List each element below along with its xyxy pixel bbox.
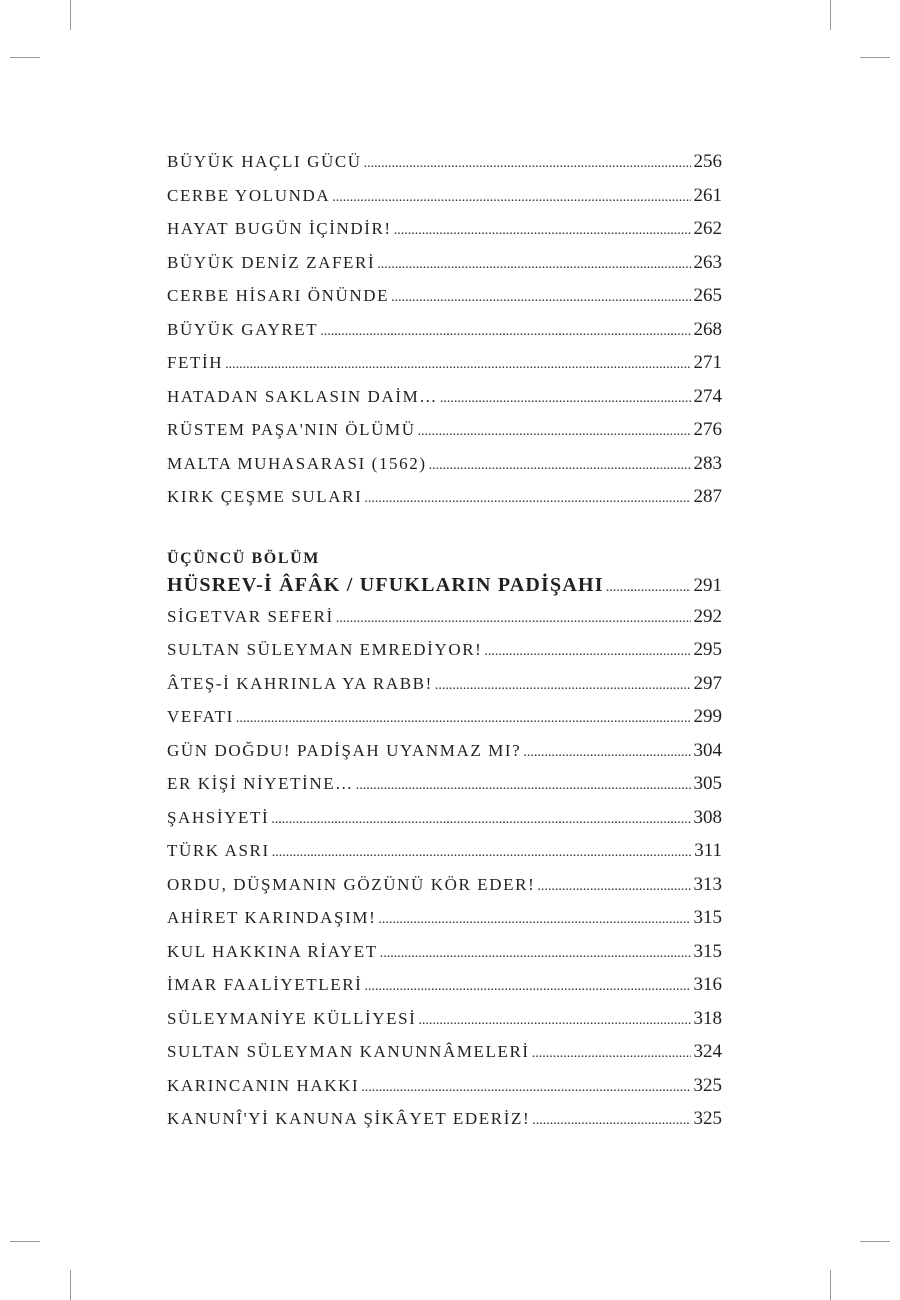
- toc-entry-title: TÜRK ASRI: [167, 841, 270, 860]
- toc-entry: [167, 1102, 722, 1136]
- toc-entry: [167, 413, 722, 447]
- toc-entry-title: MALTA MUHASARASI (1562): [167, 453, 427, 473]
- toc-entry-title: İMAR FAALİYETLERİ: [167, 975, 363, 994]
- toc-entry-page-number: 256: [693, 151, 722, 172]
- toc-entry-page-number: 265: [693, 285, 722, 306]
- dot-leader: [391, 281, 690, 315]
- toc-entry-page-number: 315: [693, 907, 722, 928]
- toc-entry-page-number: 299: [693, 706, 722, 727]
- toc-entry: [167, 380, 722, 414]
- toc-entry-title: SULTAN SÜLEYMAN KANUNNÂMELERİ: [167, 1042, 530, 1061]
- toc-entry: [167, 600, 722, 634]
- toc-entry-page-number: 261: [693, 184, 722, 206]
- toc-entry-title: BÜYÜK HAÇLI GÜCÜ: [167, 152, 362, 171]
- toc-entry-title: VEFATI: [167, 707, 234, 726]
- crop-mark-bottom-right-horizontal: [860, 1241, 890, 1242]
- crop-mark-bottom-right-vertical: [830, 1270, 831, 1300]
- toc-entry-title: BÜYÜK GAYRET: [167, 319, 319, 339]
- toc-entry-page-number: 311: [694, 840, 722, 861]
- toc-entry-title: SULTAN SÜLEYMAN EMREDİYOR!: [167, 640, 483, 659]
- toc-entry-page-number: 315: [693, 940, 722, 962]
- dot-leader: [380, 937, 691, 971]
- dot-leader: [320, 315, 690, 349]
- crop-mark-top-left-horizontal: [10, 57, 40, 58]
- toc-entry-page-number: 297: [693, 672, 722, 694]
- dot-leader: [418, 1004, 690, 1038]
- toc-entry: [167, 801, 722, 835]
- dot-leader: [356, 769, 691, 803]
- crop-mark-top-right-vertical: [830, 0, 831, 30]
- toc-entry: [167, 868, 722, 902]
- section-page-number: 291: [693, 574, 722, 596]
- dot-leader: [271, 803, 690, 837]
- toc-entry: [167, 212, 722, 246]
- toc-entry: [167, 346, 722, 380]
- dot-leader: [523, 736, 690, 770]
- dot-leader: [429, 449, 691, 483]
- toc-entry-page-number: 325: [693, 1074, 722, 1096]
- toc-entry-title: ŞAHSİYETİ: [167, 807, 270, 827]
- toc-entry: [167, 667, 722, 701]
- toc-entry-title: AHİRET KARINDAŞIM!: [167, 908, 377, 927]
- dot-leader: [377, 248, 690, 282]
- toc-list-part2: [167, 600, 722, 1136]
- toc-entry-page-number: 313: [693, 873, 722, 895]
- toc-entry-page-number: 304: [693, 739, 722, 761]
- toc-entry: [167, 1069, 722, 1103]
- crop-mark-bottom-left-horizontal: [10, 1241, 40, 1242]
- section-heading-row: [167, 570, 722, 600]
- dot-leader: [336, 602, 691, 636]
- section-label: ÜÇÜNCÜ BÖLÜM: [167, 549, 320, 567]
- table-of-contents: [167, 145, 722, 1136]
- toc-entry-title: SÜLEYMANİYE KÜLLİYESİ: [167, 1008, 417, 1028]
- toc-entry: [167, 968, 722, 1002]
- toc-entry: [167, 313, 722, 347]
- toc-entry-title: ER KİŞİ NİYETİNE…: [167, 774, 354, 793]
- toc-entry: [167, 901, 722, 935]
- dot-leader: [364, 147, 691, 181]
- dot-leader: [537, 870, 690, 904]
- toc-entry-page-number: 274: [693, 385, 722, 407]
- dot-leader: [272, 836, 691, 870]
- toc-entry-page-number: 262: [693, 218, 722, 239]
- dot-leader: [484, 635, 690, 669]
- toc-entry-title: CERBE YOLUNDA: [167, 185, 331, 205]
- toc-entry-title: HAYAT BUGÜN İÇİNDİR!: [167, 219, 392, 238]
- toc-entry: [167, 447, 722, 481]
- dot-leader: [225, 348, 690, 382]
- toc-entry: [167, 1002, 722, 1036]
- toc-entry: [167, 145, 722, 179]
- dot-leader: [532, 1104, 690, 1138]
- crop-mark-top-right-horizontal: [860, 57, 890, 58]
- toc-entry-page-number: 271: [693, 352, 722, 373]
- toc-entry-title: SİGETVAR SEFERİ: [167, 606, 334, 626]
- toc-entry-page-number: 325: [693, 1108, 722, 1129]
- section-title: HÜSREV-İ ÂFÂK / UFUKLARIN PADİŞAHI: [167, 573, 604, 596]
- toc-entry: [167, 700, 722, 734]
- toc-entry-title: RÜSTEM PAŞA'NIN ÖLÜMÜ: [167, 420, 416, 439]
- toc-entry-title: ÂTEŞ-İ KAHRINLA YA RABB!: [167, 673, 433, 693]
- toc-entry: [167, 246, 722, 280]
- toc-entry-title: ORDU, DÜŞMANIN GÖZÜNÜ KÖR EDER!: [167, 874, 536, 894]
- toc-entry-title: GÜN DOĞDU! PADİŞAH UYANMAZ MI?: [167, 740, 522, 760]
- dot-leader: [236, 702, 691, 736]
- crop-mark-bottom-left-vertical: [70, 1270, 71, 1300]
- toc-entry-title: KARINCANIN HAKKI: [167, 1075, 360, 1095]
- toc-entry-page-number: 268: [693, 318, 722, 340]
- toc-entry-title: CERBE HİSARI ÖNÜNDE: [167, 286, 390, 305]
- toc-entry-page-number: 305: [693, 773, 722, 794]
- toc-entry: [167, 935, 722, 969]
- dot-leader: [378, 903, 690, 937]
- toc-entry: [167, 179, 722, 213]
- dot-leader: [361, 1071, 690, 1105]
- toc-entry-title: KIRK ÇEŞME SULARI: [167, 487, 363, 506]
- toc-entry-title: BÜYÜK DENİZ ZAFERİ: [167, 252, 376, 272]
- toc-entry-page-number: 276: [693, 419, 722, 440]
- toc-entry-page-number: 295: [693, 639, 722, 660]
- dot-leader: [532, 1037, 691, 1071]
- dot-leader: [606, 573, 691, 603]
- dot-leader: [364, 970, 690, 1004]
- toc-entry-title: KUL HAKKINA RİAYET: [167, 941, 378, 961]
- toc-entry: [167, 1035, 722, 1069]
- toc-entry-page-number: 308: [693, 806, 722, 828]
- dot-leader: [435, 669, 691, 703]
- toc-list-part1: [167, 145, 722, 514]
- crop-mark-top-left-vertical: [70, 0, 71, 30]
- toc-entry-page-number: 283: [693, 452, 722, 474]
- toc-entry: [167, 767, 722, 801]
- toc-entry-page-number: 263: [693, 251, 722, 273]
- dot-leader: [440, 382, 691, 416]
- toc-entry: [167, 734, 722, 768]
- toc-entry-page-number: 287: [693, 486, 722, 507]
- toc-entry-page-number: 316: [693, 974, 722, 995]
- toc-entry-title: FETİH: [167, 353, 224, 372]
- toc-entry: [167, 834, 722, 868]
- toc-entry: [167, 480, 722, 514]
- dot-leader: [418, 415, 691, 449]
- toc-entry-page-number: 292: [693, 605, 722, 627]
- toc-entry-page-number: 318: [693, 1007, 722, 1029]
- dot-leader: [332, 181, 690, 215]
- dot-leader: [394, 214, 691, 248]
- dot-leader: [364, 482, 690, 516]
- toc-entry-title: HATADAN SAKLASIN DAİM…: [167, 386, 438, 406]
- toc-entry: [167, 279, 722, 313]
- toc-entry: [167, 633, 722, 667]
- toc-entry-page-number: 324: [693, 1041, 722, 1062]
- toc-entry-title: KANUNÎ'Yİ KANUNA ŞİKÂYET EDERİZ!: [167, 1109, 531, 1128]
